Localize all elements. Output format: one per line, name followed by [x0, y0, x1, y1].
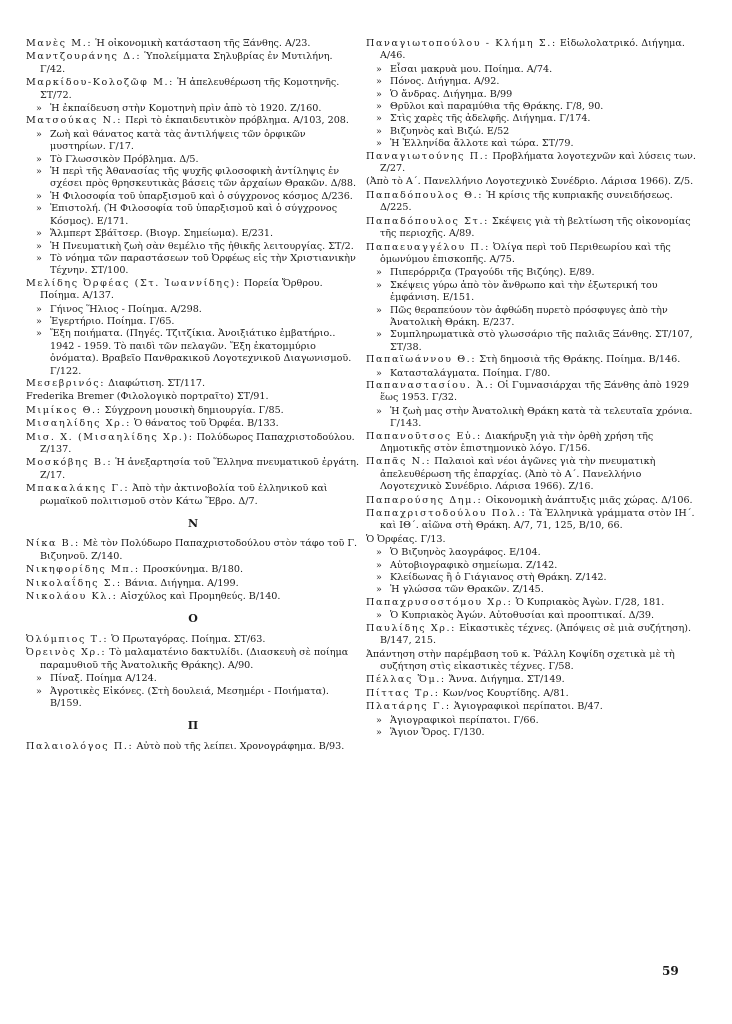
index-subentry	[366, 610, 706, 622]
index-entry	[366, 380, 706, 405]
index-entry	[26, 38, 360, 50]
entry-text: Τὸ Γλωσσικὸν Πρόβλημα. Δ/5.	[50, 153, 199, 165]
entry-text: Ὁ Πρωταγόρας. Ποίημα. ΣΤ/63.	[111, 633, 266, 645]
entry-text: Ἀγροτικὲς Εἰκόνες. (Στὴ δουλειά, Μεσημέρι - Ποιήματα). Β/159.	[50, 685, 329, 709]
index-entry	[26, 483, 360, 508]
entry-text: Κλείδωνας ἢ ὁ Γιάγιανος στὴ Θράκη. Ζ/142.	[390, 572, 607, 584]
index-entry	[366, 190, 706, 215]
author-name: Παπαχριστοδούλου Πολ.:	[366, 508, 527, 520]
author-name: Παπαχρυσοστόμου Χρ.:	[366, 596, 513, 608]
entry-text: Ἡ ἐκπαίδευση στὴν Κομοτηνὴ πρὶν ἀπὸ τὸ 1920. Ζ/160.	[50, 103, 322, 115]
index-subentry	[26, 253, 360, 278]
entry-text: Ἅγιον Ὄρος. Γ/130.	[390, 726, 485, 738]
author-name: Πέλλας Ὅμ.:	[366, 674, 446, 686]
entry-text: Πορεία Ὄρθρου. Ποίημα. Α/137.	[40, 277, 323, 302]
ditto-mark: »	[36, 190, 42, 202]
author-name: Παπαδόπουλος Θ.:	[366, 189, 484, 201]
author-name: Παπαϊωάννου Θ.:	[366, 354, 477, 366]
author-name: Παπαναστασίου. Ἀ.:	[366, 379, 495, 391]
index-subentry	[366, 267, 706, 279]
author-name: Μελίδης Ὀρφέας (Στ. Ἰωαννίδης):	[26, 277, 241, 289]
entry-text: Κων/νος Κουρτίδης. Α/81.	[442, 687, 569, 699]
author-name: Παπανοῦτσος Εὐ.:	[366, 430, 482, 442]
author-name: Παλαιολόγος Π.:	[26, 740, 134, 752]
index-entry	[26, 278, 360, 303]
index-subentry	[366, 89, 706, 101]
index-entry	[26, 647, 360, 672]
entry-text: Σύγχρονη μουσικὴ δημιουργία. Γ/85.	[104, 404, 284, 416]
author-name: Μιμίκος Θ.:	[26, 404, 102, 416]
index-entry	[26, 634, 360, 646]
ditto-mark: »	[376, 329, 382, 341]
index-subentry	[26, 191, 360, 203]
entry-text: Κατασταλάγματα. Ποίημα. Γ/80.	[390, 367, 551, 379]
index-entry	[26, 578, 360, 590]
index-subentry	[366, 138, 706, 150]
index-subentry	[26, 686, 360, 711]
section-letter: Π	[187, 719, 199, 733]
entry-text: Πολύδωρος Παπαχριστοδούλου. Ζ/137.	[40, 431, 355, 455]
entry-text: Σκέψεις γιὰ τὴ βελτίωση τῆς οἰκονομίας τῆς περιοχῆς. Α/89.	[380, 215, 691, 240]
entry-text: Οἰκονομικὴ ἀνάπτυξις μιᾶς χώρας. Δ/106.	[485, 494, 693, 506]
index-entry	[366, 431, 706, 456]
ditto-mark: »	[36, 315, 42, 327]
author-name: Πλατάρης Γ.:	[366, 701, 451, 713]
entry-text: Στὴ δημοσιὰ τῆς Θράκης. Ποίημα. Β/146.	[479, 354, 681, 366]
index-entry	[26, 77, 360, 102]
section-letter: Ν	[187, 517, 199, 531]
ditto-mark: »	[36, 328, 42, 340]
author-name: Μαρκίδου-Κολοζῶφ Μ.:	[26, 77, 175, 89]
ditto-mark: »	[376, 726, 382, 738]
ditto-mark: »	[36, 252, 42, 264]
author-name: Μαντζουράνης Δ.:	[26, 51, 142, 63]
index-entry	[366, 151, 706, 176]
entry-text: Ὁ θάνατος τοῦ Ὀρφέα. Β/133.	[133, 418, 279, 430]
index-entry	[366, 623, 706, 648]
entry-text: Ὁ Κυπριακὸς Ἀγών. Αὐτοθυσίαι καὶ προοπτικαί. Δ/39.	[390, 610, 655, 622]
entry-text: Frederika Bremer (Φιλολογικὸ πορτραῖτο) ΣΤ/91.	[26, 391, 269, 403]
author-name: Νικολαΐδης Σ.:	[26, 577, 122, 589]
entry-text: Βιζυηνὸς καὶ Βιζώ. Ε/52	[390, 125, 510, 137]
index-entry	[26, 564, 360, 576]
index-subentry	[366, 560, 706, 572]
index-entry	[366, 649, 706, 674]
index-subentry	[366, 329, 706, 354]
author-name: Μισαηλίδης Χρ.:	[26, 418, 131, 430]
author-name: Παναγιωτοπούλου - Κλήμη Σ.:	[366, 38, 557, 49]
index-entry	[366, 354, 706, 366]
author-name: Παπαρούσης Δημ.:	[366, 494, 483, 506]
index-entry	[366, 674, 706, 686]
index-subentry	[26, 316, 360, 328]
ditto-mark: »	[376, 547, 382, 559]
ditto-mark: »	[376, 367, 382, 379]
entry-text: Ὑπολείμματα Σηλυβρίας ἐν Μυτιλήνη. Γ/42.	[40, 51, 333, 75]
index-entry	[26, 591, 360, 603]
index-subentry	[26, 203, 360, 228]
index-subentry	[366, 547, 706, 559]
entry-text: Εἰκαστικὲς τέχνες. (Ἀπόψεις σὲ μιὰ συζήτηση). Β/147, 215.	[380, 622, 692, 647]
author-name: Μεσεβρινός:	[26, 377, 106, 389]
index-subentry	[26, 673, 360, 685]
index-entry	[26, 378, 360, 390]
author-name: Μανὲς Μ.:	[26, 38, 93, 49]
ditto-mark: »	[36, 240, 42, 252]
index-entry	[26, 538, 360, 563]
ditto-mark: »	[376, 88, 382, 100]
entry-text: Ἡ οἰκονομικὴ κατάσταση τῆς Ξάνθης. Α/23.	[95, 38, 311, 49]
entry-text: Αὐτοβιογραφικὸ σημείωμα. Ζ/142.	[390, 559, 558, 571]
ditto-mark: »	[36, 153, 42, 165]
author-name: Παπᾶς Ν.:	[366, 456, 432, 468]
entry-text: Πῶς θεραπεύουν τὸν ἀφθώδη πυρετὸ πρόσφυγες ἀπὸ τὴν Ἀνατολικὴ Θράκη. Ε/237.	[390, 304, 668, 328]
index-entry	[26, 741, 360, 753]
entry-text: Συμπληρωματικὰ στὸ γλωσσάριο τῆς παλιᾶς Ξάνθης. ΣΤ/107, ΣΤ/38.	[390, 329, 693, 353]
entry-text: Μὲ τὸν Πολύδωρο Παπαχριστοδούλου στὸν τάφο τοῦ Γ. Βιζυηνοῦ. Ζ/140.	[40, 538, 358, 562]
ditto-mark: »	[376, 125, 382, 137]
index-subentry	[366, 76, 706, 88]
author-name: Ματσούκας Ν.:	[26, 115, 123, 127]
ditto-mark: »	[376, 138, 382, 150]
left-column	[26, 38, 360, 754]
entry-text: (Ἀπὸ τὸ Α΄. Πανελλήνιο Λογοτεχνικὸ Συνέδριο. Λάρισα 1966). Ζ/5.	[366, 176, 694, 188]
entry-text: Βάνια. Διήγημα. Α/199.	[124, 577, 239, 589]
ditto-mark: »	[376, 584, 382, 596]
index-entry	[26, 51, 360, 76]
index-entry	[366, 216, 706, 241]
entry-text: Ἡ Ἑλληνίδα ἄλλοτε καὶ τώρα. ΣΤ/79.	[390, 138, 574, 150]
ditto-mark: »	[36, 166, 42, 178]
index-entry	[26, 457, 360, 482]
index-subentry	[366, 280, 706, 305]
index-subentry	[366, 368, 706, 380]
entry-text: Προβλήματα λογοτεχνῶν καὶ λύσεις των. Ζ/27.	[380, 150, 696, 175]
entry-text: Διακήρυξη γιὰ τὴν ὀρθὴ χρήση τῆς Δημοτικῆς στὸν ἐπιστημονικὸ λόγο. Γ/156.	[380, 430, 654, 454]
entry-text: Ἡ ἀπελευθέρωση τῆς Κομοτηνῆς. ΣΤ/72.	[40, 77, 340, 101]
author-name: Μισ. Χ. (Μισαηλίδης Χρ.):	[26, 431, 194, 443]
author-name: Ὀλύμπιος Τ.:	[26, 633, 109, 645]
entry-text: Ὁ Ὀρφέας. Γ/13.	[366, 533, 446, 545]
entry-text: Γήινος Ἥλιος - Ποίημα. Α/298.	[50, 303, 202, 315]
section-letter: Ο	[188, 612, 198, 626]
author-name: Νικολάου Κλ.:	[26, 591, 118, 603]
index-entry	[26, 405, 360, 417]
ditto-mark: »	[376, 304, 382, 316]
index-subentry	[366, 101, 706, 113]
entry-text: Ἁγιογραφικοὶ περίπατοι. Γ/66.	[390, 714, 539, 726]
entry-text: Ἡ ζωὴ μας στὴν Ἀνατολικὴ Θράκη κατὰ τὰ τελευταῖα χρόνια. Γ/143.	[390, 405, 693, 430]
ditto-mark: »	[36, 103, 42, 115]
entry-text: Ἔξη ποιήματα. (Πηγές. Τζιτζίκια. Ἀνοιξιάτικο ἐμβατήριο.. 1942 - 1959. Τὸ παιδὶ τῶν πελαγῶν. Ἔξη ἑκατομμύριο ὀνόματα). Βραβεῖο Πανθρακικοῦ Λογοτεχνικοῦ Διαγωνισμοῦ. Γ/122.	[50, 328, 352, 377]
entry-text: Ἡ περὶ τῆς Ἀθανασίας τῆς ψυχῆς φιλοσοφικὴ ἀντίληψις ἐν σχέσει πρὸς θρησκευτικὰς βάσεις τῶν ἀρχαίων Θρακῶν. Δ/88.	[50, 166, 357, 190]
ditto-mark: »	[376, 113, 382, 125]
author-name: Ὀρεινὸς Χρ.:	[26, 647, 107, 659]
entry-text: Ὁ ἄνδρας. Διήγημα. Β/99	[390, 88, 513, 100]
entry-text: Ὁ Κυπριακὸς Ἀγὼν. Γ/28, 181.	[515, 596, 665, 608]
index-subentry	[366, 126, 706, 138]
entry-text: Ἡ κρίσις τῆς κυπριακῆς συνειδήσεως. Δ/225.	[380, 189, 673, 214]
entry-text: Ὁ Βιζυηνὸς λαογράφος. Ε/104.	[390, 547, 541, 559]
index-subentry	[26, 154, 360, 166]
index-subentry	[366, 727, 706, 739]
index-entry	[26, 432, 360, 457]
entry-text: Ἡ ἀνεξαρτησία τοῦ Ἕλληνα πνευματικοῦ ἐργάτη. Ζ/17.	[40, 457, 360, 481]
ditto-mark: »	[376, 267, 382, 279]
entry-text: Πόνος. Διήγημα. Α/92.	[390, 76, 500, 88]
entry-text: Οἱ Γυμνασιάρχαι τῆς Ξάνθης ἀπὸ 1929 ἕως 1953. Γ/32.	[380, 379, 690, 404]
index-subentry	[366, 305, 706, 330]
index-subentry	[26, 328, 360, 378]
ditto-mark: »	[36, 685, 42, 697]
index-subentry	[366, 406, 706, 431]
entry-text: Εἶσαι μακρυὰ μου. Ποίημα. Α/74.	[390, 63, 553, 75]
index-entry	[366, 176, 706, 188]
entry-text: Αὐτὸ ποὺ τῆς λείπει. Χρονογράφημα. Β/93.	[136, 740, 345, 752]
author-name: Παυλίδης Χρ.:	[366, 622, 457, 634]
right-column	[366, 38, 706, 739]
entry-text: Ἀπάντηση στὴν παρέμβαση τοῦ κ. Ῥάλλη Κοψίδη σχετικὰ μὲ τὴ συζήτηση στὶς εἰκαστικὲς τέχνες. Γ/58.	[366, 648, 675, 672]
ditto-mark: »	[376, 101, 382, 113]
entry-text: Εἰδωλολατρικό. Διήγημα. Α/46.	[380, 38, 685, 62]
entry-text: Ἡ γλώσσα τῶν Θρακῶν. Ζ/145.	[390, 584, 544, 596]
entry-text: Ἀπὸ τὴν ἀκτινοβολία τοῦ ἑλληνικοῦ καὶ ρωμαϊκοῦ πολιτισμοῦ στὸν Κάτω Ἕβρο. Δ/7.	[40, 483, 328, 507]
index-entry	[366, 534, 706, 546]
ditto-mark: »	[376, 76, 382, 88]
index-subentry	[26, 166, 360, 191]
author-name: Παπαευαγγέλου Π.:	[366, 241, 490, 253]
index-entry	[26, 391, 360, 403]
entry-text: Διαφώτιση. ΣΤ/117.	[108, 377, 206, 389]
ditto-mark: »	[376, 572, 382, 584]
entry-text: Περὶ τὸ ἐκπαιδευτικὸν πρόβλημα. Α/103, 208.	[125, 115, 349, 127]
ditto-mark: »	[376, 559, 382, 571]
entry-text: Πιπερόρριζα (Τραγούδι τῆς Βιζύης). Ε/89.	[390, 267, 595, 279]
entry-text: Προσκύνημα. Β/180.	[142, 564, 244, 576]
author-name: Παναγιωτούνης Π.:	[366, 150, 490, 162]
ditto-mark: »	[376, 279, 382, 291]
index-entry	[26, 115, 360, 127]
ditto-mark: »	[36, 303, 42, 315]
author-name: Παπαδόπουλος Στ.:	[366, 215, 489, 227]
index-entry	[366, 688, 706, 700]
index-subentry	[366, 572, 706, 584]
entry-text: Ἡ Φιλοσοφία τοῦ ὑπαρξισμοῦ καὶ ὁ σύγχρονος κόσμος Δ/236.	[50, 190, 353, 202]
author-name: Μοσκόβης Β.:	[26, 457, 113, 469]
entry-text: Ζωὴ καὶ θάνατος κατὰ τὰς ἀντιλήψεις τῶν ὀρφικῶν μυστηρίων. Γ/17.	[50, 128, 306, 153]
index-entry	[26, 418, 360, 430]
index-entry	[366, 701, 706, 713]
index-subentry	[26, 228, 360, 240]
page-number: 59	[662, 964, 679, 978]
author-name: Μπακαλάκης Γ.:	[26, 483, 130, 495]
index-entry	[366, 597, 706, 609]
author-name: Νίκα Β.:	[26, 538, 80, 550]
entry-text: Ἄννα. Διήγημα. ΣΤ/149.	[448, 674, 565, 686]
index-entry	[366, 242, 706, 267]
index-subentry	[366, 715, 706, 727]
entry-text: Ἐγερτήριο. Ποίημα. Γ/65.	[50, 315, 175, 327]
ditto-mark: »	[36, 673, 42, 685]
index-subentry	[26, 129, 360, 154]
ditto-mark: »	[376, 63, 382, 75]
entry-text: Πίναξ. Ποίημα Α/124.	[50, 673, 157, 685]
index-entry	[366, 456, 706, 493]
index-subentry	[366, 584, 706, 596]
entry-text: Σκέψεις γύρω ἀπὸ τὸν ἄνθρωπο καὶ τὴν ἐξωτερική του ἐμφάνιση. Ε/151.	[390, 279, 658, 304]
entry-text: Ἡ Πνευματικὴ ζωὴ σὰν θεμέλιο τῆς ἠθικῆς λειτουργίας. ΣΤ/2.	[50, 240, 354, 252]
author-name: Πίττας Τρ.:	[366, 687, 440, 699]
entry-text: Τὰ Ἑλληνικὰ γράμματα στὸν ΙΗ΄. καὶ ΙΘ΄. αἰῶνα στὴ Θράκη. Α/7, 71, 125, Β/10, 66.	[380, 508, 695, 532]
entry-text: Αἰσχύλος καὶ Προμηθεύς. Β/140.	[120, 591, 281, 603]
entry-text: Ὀλίγα περὶ τοῦ Περιθεωρίου καὶ τῆς ὁμωνύμου ἐπισκοπῆς. Α/75.	[380, 241, 671, 265]
index-subentry	[366, 64, 706, 76]
entry-text: Ἁγιογραφικοὶ περίπατοι. Β/47.	[453, 701, 603, 713]
index-entry	[366, 38, 706, 63]
index-subentry	[26, 103, 360, 115]
index-subentry	[26, 304, 360, 316]
index-entry	[366, 508, 706, 533]
ditto-mark: »	[36, 128, 42, 140]
entry-text: Παλαιοὶ καὶ νέοι ἀγῶνες γιὰ τὴν πνευματικὴ ἀπελευθέρωση τῆς ἐπαρχίας. (Ἀπὸ τὸ Α΄. Πανελλήνιο Λογοτεχνικὸ Συνέδριο. Λάρισα 1966). Ζ/16.	[380, 456, 656, 493]
index-subentry	[366, 113, 706, 125]
index-entry	[366, 495, 706, 507]
entry-text: Τὸ νόημα τῶν παραστάσεων τοῦ Ὀρφέως εἰς τὴν Χριστιανικὴν Τέχνην. ΣΤ/100.	[50, 252, 356, 277]
entry-text: Στὶς χαρὲς τῆς ἀδελφῆς. Διήγημα. Γ/174.	[390, 113, 591, 125]
entry-text: Ἐπιστολή. (Ἡ Φιλοσοφία τοῦ ὑπαρξισμοῦ καὶ ὁ σύγχρονος Κόσμος). Ε/171.	[50, 203, 338, 227]
entry-text: Τὸ μαλαματένιο δακτυλίδι. (Διασκευὴ σὲ ποίημα παραμυθιοῦ τῆς Ἀνατολικῆς Θράκης). Α/90.	[40, 647, 349, 671]
entry-text: Θρῦλοι καὶ παραμύθια τῆς Θράκης. Γ/8, 90.	[390, 101, 604, 113]
ditto-mark: »	[36, 203, 42, 215]
ditto-mark: »	[376, 405, 382, 417]
index-subentry	[26, 241, 360, 253]
ditto-mark: »	[36, 228, 42, 240]
entry-text: Ἄλμπερτ Σβάϊτσερ. (Βιογρ. Σημείωμα). Ε/231.	[50, 228, 274, 240]
ditto-mark: »	[376, 714, 382, 726]
ditto-mark: »	[376, 610, 382, 622]
author-name: Νικηφορίδης Μπ.:	[26, 564, 140, 576]
